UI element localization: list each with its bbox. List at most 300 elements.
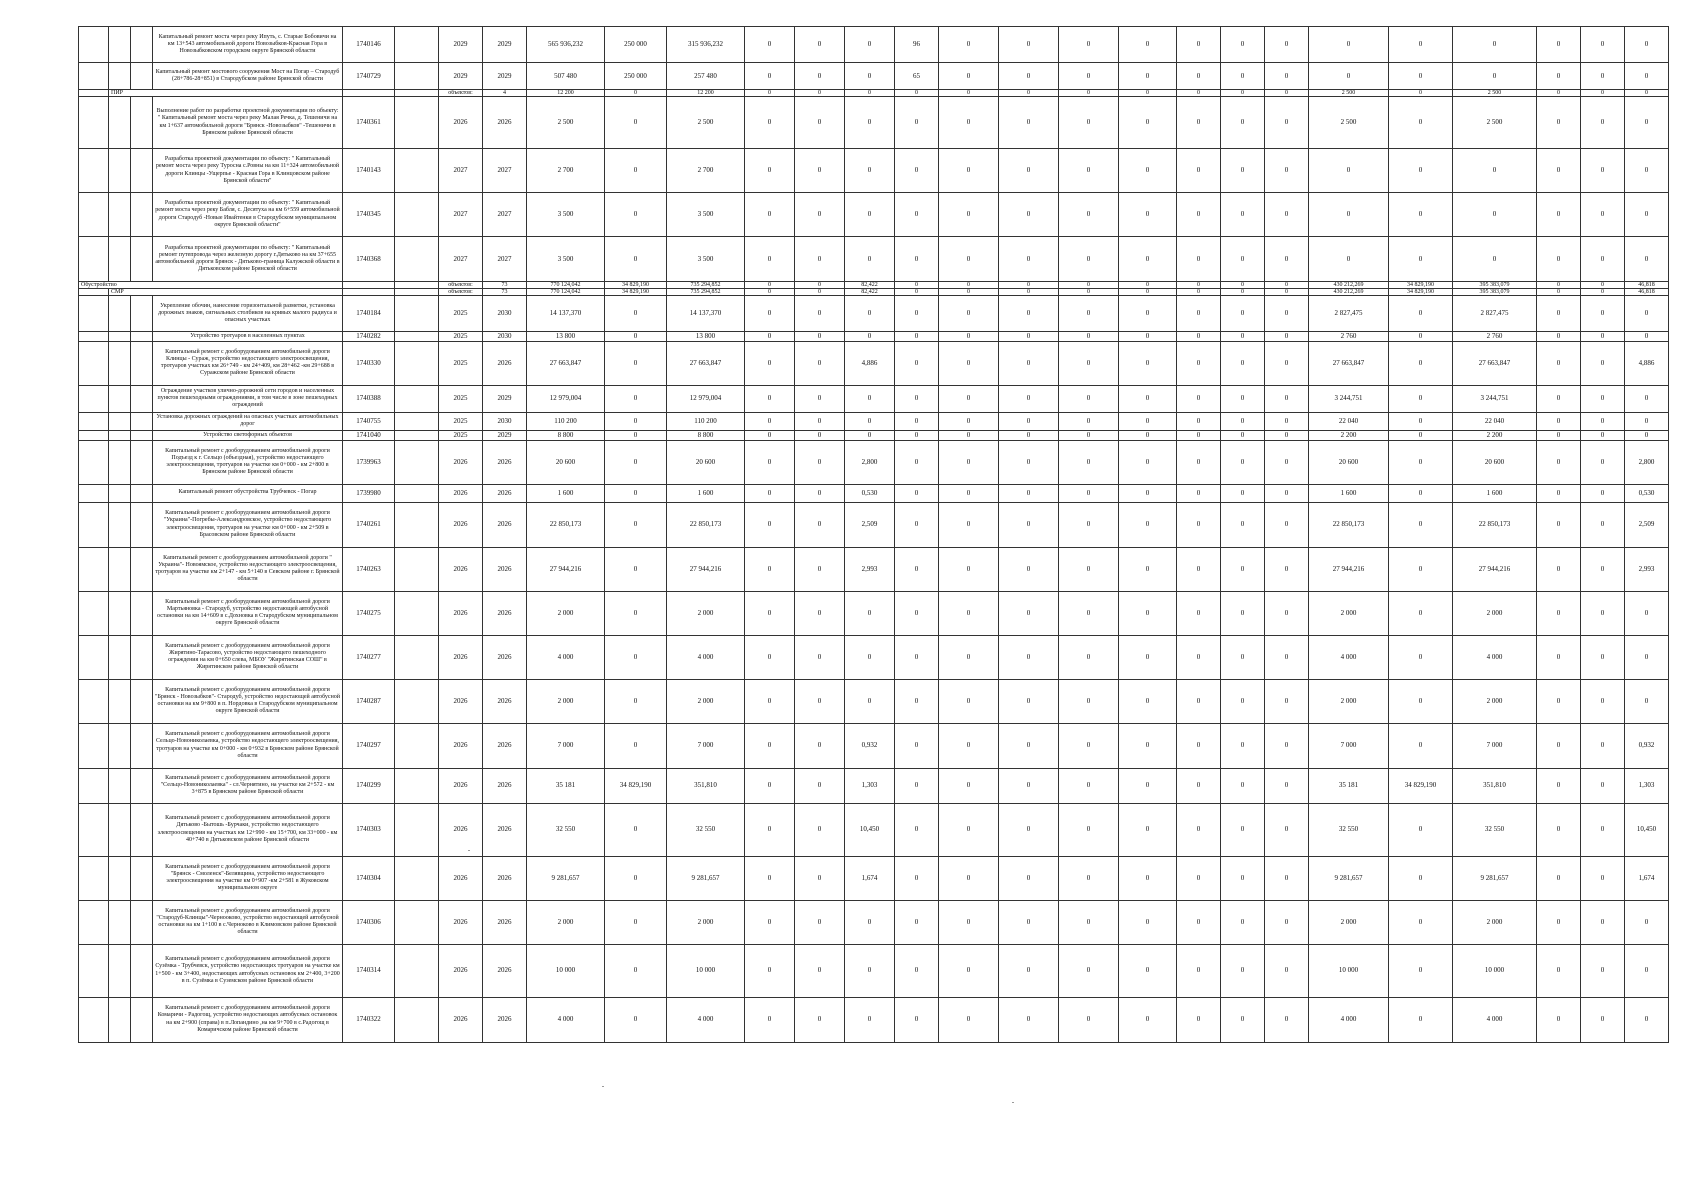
value-cell: 0 bbox=[845, 430, 895, 440]
value-cell: 22 850,173 bbox=[1309, 502, 1389, 547]
value-cell: 10 000 bbox=[527, 944, 605, 997]
value-cell: 0 bbox=[845, 90, 895, 97]
index-cell bbox=[109, 944, 131, 997]
value-cell: 0 bbox=[1059, 430, 1119, 440]
value-cell: 2 000 bbox=[667, 679, 745, 723]
value-cell: 2 200 bbox=[1453, 430, 1537, 440]
index-cell bbox=[109, 768, 131, 803]
value-cell: 0 bbox=[1389, 803, 1453, 856]
value-cell: 0 bbox=[1537, 502, 1581, 547]
object-code-cell: 1740368 bbox=[343, 237, 395, 282]
value-cell: 0 bbox=[795, 484, 845, 502]
value-cell: 0 bbox=[1537, 997, 1581, 1042]
object-name-cell: Укрепление обочин, нанесение горизонтальной разметки, установка дорожных знаков, сигнальных столбиков на кривых малого радиуса и опасных участках bbox=[153, 296, 343, 332]
value-cell: 0 bbox=[845, 679, 895, 723]
index-cell bbox=[131, 440, 153, 484]
index-cell bbox=[131, 768, 153, 803]
value-cell: 2026 bbox=[483, 997, 527, 1042]
index-cell bbox=[109, 430, 131, 440]
value-cell: 0 bbox=[1221, 856, 1265, 900]
blank-cell bbox=[395, 997, 439, 1042]
object-code-cell: 1740299 bbox=[343, 768, 395, 803]
value-cell: 2026 bbox=[439, 679, 483, 723]
index-cell bbox=[109, 547, 131, 591]
value-cell: 0 bbox=[939, 679, 999, 723]
value-cell: 315 936,232 bbox=[667, 27, 745, 63]
value-cell: 32 550 bbox=[667, 803, 745, 856]
value-cell: 0 bbox=[1625, 97, 1669, 149]
subtotal-row bbox=[79, 289, 1669, 296]
value-cell: 0 bbox=[745, 149, 795, 193]
value-cell: 0 bbox=[1581, 723, 1625, 768]
value-cell: 0 bbox=[845, 944, 895, 997]
value-cell: объектов: bbox=[439, 90, 483, 97]
value-cell: 0 bbox=[1177, 440, 1221, 484]
value-cell: 0,530 bbox=[1625, 484, 1669, 502]
value-cell: 0 bbox=[1059, 679, 1119, 723]
value-cell: 0 bbox=[1221, 430, 1265, 440]
value-cell: 0 bbox=[999, 944, 1059, 997]
value-cell: 0 bbox=[605, 332, 667, 342]
value-cell: 2029 bbox=[483, 385, 527, 412]
value-cell: 0 bbox=[1581, 591, 1625, 635]
value-cell: 0 bbox=[1119, 591, 1177, 635]
table-row bbox=[79, 768, 1669, 803]
index-cell bbox=[109, 193, 131, 237]
value-cell: 0 bbox=[795, 296, 845, 332]
object-code-cell: 1740275 bbox=[343, 591, 395, 635]
index-cell bbox=[131, 237, 153, 282]
value-cell: 0 bbox=[1581, 484, 1625, 502]
value-cell: 0 bbox=[1265, 332, 1309, 342]
value-cell: 0 bbox=[1537, 237, 1581, 282]
table-row bbox=[79, 900, 1669, 944]
value-cell: 0 bbox=[1059, 856, 1119, 900]
blank-cell bbox=[395, 723, 439, 768]
value-cell: 0 bbox=[999, 856, 1059, 900]
blank-cell bbox=[395, 97, 439, 149]
object-name-cell: Капитальный ремонт с дооборудованием автомобильной дороги Сельцо-Новониколаевка, устройство недостающего электроосвещения, тротуаров на участке км 0+000 - км 0+932 в Брянском районе Брянской области bbox=[153, 723, 343, 768]
value-cell: 0 bbox=[1537, 332, 1581, 342]
value-cell: 7 000 bbox=[1453, 723, 1537, 768]
value-cell: 0 bbox=[1389, 856, 1453, 900]
value-cell: 0 bbox=[1625, 591, 1669, 635]
value-cell: 0 bbox=[1119, 149, 1177, 193]
value-cell: 0 bbox=[999, 332, 1059, 342]
value-cell: 2 000 bbox=[1309, 900, 1389, 944]
value-cell: 0 bbox=[1309, 237, 1389, 282]
value-cell: 0 bbox=[1221, 63, 1265, 90]
scanned-document-sheet bbox=[78, 26, 1664, 1043]
value-cell: 0 bbox=[845, 412, 895, 430]
value-cell: 0 bbox=[939, 768, 999, 803]
value-cell: 0 bbox=[999, 768, 1059, 803]
value-cell: 0 bbox=[745, 430, 795, 440]
value-cell: 0 bbox=[1059, 289, 1119, 296]
value-cell: 10,450 bbox=[1625, 803, 1669, 856]
value-cell: 1,303 bbox=[1625, 768, 1669, 803]
value-cell: 0 bbox=[1177, 502, 1221, 547]
value-cell: 0 bbox=[1177, 237, 1221, 282]
value-cell: 250 000 bbox=[605, 27, 667, 63]
object-code-cell: 1740314 bbox=[343, 944, 395, 997]
value-cell: 22 850,173 bbox=[527, 502, 605, 547]
index-cell bbox=[109, 591, 131, 635]
value-cell: 27 944,216 bbox=[527, 547, 605, 591]
value-cell: 0 bbox=[895, 997, 939, 1042]
value-cell: 0 bbox=[999, 723, 1059, 768]
value-cell: 0 bbox=[845, 63, 895, 90]
value-cell: 0 bbox=[1059, 27, 1119, 63]
value-cell: 0 bbox=[1581, 289, 1625, 296]
value-cell: 0 bbox=[1581, 90, 1625, 97]
value-cell: 0 bbox=[1537, 430, 1581, 440]
value-cell: 0,530 bbox=[845, 484, 895, 502]
index-cell bbox=[109, 679, 131, 723]
value-cell: 20 600 bbox=[1309, 440, 1389, 484]
value-cell: 0 bbox=[1119, 856, 1177, 900]
value-cell: 0 bbox=[1221, 282, 1265, 289]
value-cell: 0 bbox=[1177, 90, 1221, 97]
value-cell: 0 bbox=[1059, 282, 1119, 289]
value-cell: 7 000 bbox=[527, 723, 605, 768]
object-code-cell bbox=[343, 289, 395, 296]
value-cell: 0 bbox=[845, 296, 895, 332]
value-cell: 3 500 bbox=[527, 193, 605, 237]
value-cell: 0 bbox=[745, 289, 795, 296]
index-cell bbox=[79, 149, 109, 193]
value-cell: 0 bbox=[999, 27, 1059, 63]
value-cell: 4 000 bbox=[667, 997, 745, 1042]
value-cell: 2029 bbox=[439, 63, 483, 90]
value-cell: 0 bbox=[1265, 440, 1309, 484]
value-cell: 0 bbox=[795, 944, 845, 997]
value-cell: 0 bbox=[1221, 90, 1265, 97]
value-cell: 0 bbox=[745, 412, 795, 430]
value-cell: 0 bbox=[1537, 723, 1581, 768]
value-cell: 0 bbox=[795, 679, 845, 723]
object-code-cell: 1740263 bbox=[343, 547, 395, 591]
blank-cell bbox=[395, 856, 439, 900]
value-cell: 110 200 bbox=[667, 412, 745, 430]
value-cell: 0 bbox=[1177, 430, 1221, 440]
index-cell bbox=[109, 296, 131, 332]
value-cell: 0 bbox=[999, 237, 1059, 282]
index-cell bbox=[79, 679, 109, 723]
object-code-cell: 1740277 bbox=[343, 635, 395, 679]
value-cell: 0 bbox=[795, 547, 845, 591]
blank-cell bbox=[395, 282, 439, 289]
index-cell bbox=[131, 385, 153, 412]
value-cell: 0 bbox=[795, 723, 845, 768]
value-cell: 2,509 bbox=[1625, 502, 1669, 547]
value-cell: 0 bbox=[1453, 237, 1537, 282]
value-cell: 0 bbox=[1221, 547, 1265, 591]
index-cell bbox=[131, 900, 153, 944]
value-cell: 0 bbox=[1177, 484, 1221, 502]
value-cell: 0 bbox=[795, 97, 845, 149]
table-row bbox=[79, 149, 1669, 193]
value-cell: 0 bbox=[745, 193, 795, 237]
value-cell: 0 bbox=[1059, 63, 1119, 90]
index-cell bbox=[109, 723, 131, 768]
value-cell: 2029 bbox=[439, 27, 483, 63]
value-cell: 0 bbox=[1059, 341, 1119, 385]
value-cell: 0 bbox=[1581, 440, 1625, 484]
value-cell: 0 bbox=[1389, 997, 1453, 1042]
value-cell: 2026 bbox=[483, 502, 527, 547]
value-cell: 0 bbox=[605, 635, 667, 679]
value-cell: 0 bbox=[1537, 412, 1581, 430]
value-cell: 0 bbox=[999, 341, 1059, 385]
value-cell: 2025 bbox=[439, 296, 483, 332]
value-cell: 2026 bbox=[483, 591, 527, 635]
value-cell: 0 bbox=[1625, 63, 1669, 90]
value-cell: 0 bbox=[605, 944, 667, 997]
value-cell: 0 bbox=[999, 430, 1059, 440]
value-cell: 0 bbox=[1625, 27, 1669, 63]
value-cell: 2,509 bbox=[845, 502, 895, 547]
blank-cell bbox=[395, 440, 439, 484]
value-cell: 0 bbox=[1059, 90, 1119, 97]
value-cell: 0 bbox=[1221, 149, 1265, 193]
value-cell: 0 bbox=[795, 289, 845, 296]
value-cell: 0 bbox=[895, 900, 939, 944]
object-code-cell: 1740755 bbox=[343, 412, 395, 430]
value-cell: 0 bbox=[1221, 635, 1265, 679]
object-name-cell: Капитальный ремонт обустройства Трубчевск - Погар bbox=[153, 484, 343, 502]
value-cell: 0 bbox=[745, 856, 795, 900]
scan-speck bbox=[250, 628, 252, 629]
value-cell: 0 bbox=[999, 296, 1059, 332]
value-cell: 0 bbox=[939, 27, 999, 63]
value-cell: 9 281,657 bbox=[1453, 856, 1537, 900]
value-cell: 1,674 bbox=[1625, 856, 1669, 900]
value-cell: 0 bbox=[845, 900, 895, 944]
value-cell: 4,886 bbox=[1625, 341, 1669, 385]
value-cell: 0 bbox=[1119, 547, 1177, 591]
value-cell: 0 bbox=[605, 997, 667, 1042]
value-cell: 0 bbox=[845, 591, 895, 635]
value-cell: 0 bbox=[1265, 591, 1309, 635]
index-cell bbox=[79, 332, 109, 342]
value-cell: 0 bbox=[1119, 635, 1177, 679]
value-cell: 2 500 bbox=[1453, 90, 1537, 97]
value-cell: 0 bbox=[1581, 900, 1625, 944]
value-cell: 0 bbox=[999, 591, 1059, 635]
value-cell: 2026 bbox=[439, 484, 483, 502]
blank-cell bbox=[395, 193, 439, 237]
value-cell: 12 200 bbox=[527, 90, 605, 97]
value-cell: 0 bbox=[999, 679, 1059, 723]
value-cell: 2026 bbox=[439, 635, 483, 679]
index-cell bbox=[109, 97, 131, 149]
value-cell: 73 bbox=[483, 289, 527, 296]
value-cell: 0 bbox=[895, 768, 939, 803]
value-cell: 0 bbox=[1119, 679, 1177, 723]
value-cell: 0 bbox=[745, 332, 795, 342]
value-cell: 2,800 bbox=[845, 440, 895, 484]
index-cell bbox=[79, 237, 109, 282]
value-cell: 0 bbox=[939, 97, 999, 149]
value-cell: 0 bbox=[1265, 635, 1309, 679]
value-cell: 0 bbox=[1119, 237, 1177, 282]
value-cell: 0 bbox=[1059, 412, 1119, 430]
value-cell: 0 bbox=[1265, 237, 1309, 282]
value-cell: 0 bbox=[1265, 502, 1309, 547]
value-cell: 0 bbox=[1119, 723, 1177, 768]
value-cell: 0 bbox=[1119, 944, 1177, 997]
object-code-cell: 1740388 bbox=[343, 385, 395, 412]
value-cell: 0 bbox=[1625, 385, 1669, 412]
value-cell: 0 bbox=[1625, 997, 1669, 1042]
value-cell: 0 bbox=[1581, 856, 1625, 900]
index-cell bbox=[131, 856, 153, 900]
value-cell: 4 000 bbox=[1309, 997, 1389, 1042]
value-cell: 1,674 bbox=[845, 856, 895, 900]
index-cell bbox=[109, 997, 131, 1042]
value-cell: 0 bbox=[745, 768, 795, 803]
object-name-cell: Капитальный ремонт с дооборудованием автомобильной дороги "Украина"-Погребы-Александровское, устройство недостающего электроосвещения, тротуаров на участке км 0+000 - км 2+509 в Брасовском районе Брянской области bbox=[153, 502, 343, 547]
value-cell: 2029 bbox=[483, 27, 527, 63]
value-cell: 0 bbox=[795, 149, 845, 193]
value-cell: 0 bbox=[1537, 679, 1581, 723]
object-name-cell: Капитальный ремонт с дооборудованием автомобильной дороги "Стародуб-Клинцы"-Чернооково, устройство недостающей автобусной остановки на км 1+100 в с.Черноково в Климовском районе Брянской области bbox=[153, 900, 343, 944]
section-label-cell: ПИР bbox=[109, 90, 343, 97]
object-code-cell: 1740330 bbox=[343, 341, 395, 385]
value-cell: 0 bbox=[1581, 430, 1625, 440]
index-cell bbox=[109, 341, 131, 385]
value-cell: 0 bbox=[1177, 296, 1221, 332]
value-cell: 0 bbox=[895, 547, 939, 591]
value-cell: 0 bbox=[1389, 90, 1453, 97]
value-cell: 0 bbox=[605, 900, 667, 944]
value-cell: 0 bbox=[605, 803, 667, 856]
value-cell: 2029 bbox=[483, 430, 527, 440]
value-cell: 565 936,232 bbox=[527, 27, 605, 63]
value-cell: 0 bbox=[1177, 282, 1221, 289]
object-code-cell: 1740361 bbox=[343, 97, 395, 149]
value-cell: 0 bbox=[1389, 944, 1453, 997]
value-cell: 0 bbox=[999, 97, 1059, 149]
value-cell: 0 bbox=[895, 332, 939, 342]
value-cell: 0 bbox=[795, 803, 845, 856]
value-cell: 32 550 bbox=[1309, 803, 1389, 856]
object-name-cell: Капитальный ремонт с дооборудованием автомобильной дороги Жирятино-Тарасово, устройство недостающего пешеходного ограждения на км 0+650 слева, МБОУ "Жирятинская СОШ" в Жирятинском районе Брянской области bbox=[153, 635, 343, 679]
value-cell: 2025 bbox=[439, 385, 483, 412]
object-name-cell: Капитальный ремонт с дооборудованием автомобильной дороги Комаричи - Радогощ, устройство недостающих автобусных остановок на км 2+900 (справа) в п.Лопандино ,на км 9+700 в с.Радогощ в Комаричском районе Брянской области bbox=[153, 997, 343, 1042]
value-cell: 0 bbox=[1221, 944, 1265, 997]
value-cell: 0 bbox=[1265, 282, 1309, 289]
value-cell: 2026 bbox=[439, 97, 483, 149]
value-cell: 0 bbox=[1265, 723, 1309, 768]
value-cell: 1,303 bbox=[845, 768, 895, 803]
value-cell: 0 bbox=[895, 856, 939, 900]
value-cell: 0 bbox=[1537, 97, 1581, 149]
value-cell: 0 bbox=[895, 90, 939, 97]
value-cell: 0 bbox=[1389, 332, 1453, 342]
value-cell: 0 bbox=[939, 289, 999, 296]
value-cell: 0 bbox=[1265, 679, 1309, 723]
value-cell: 2 000 bbox=[667, 900, 745, 944]
value-cell: 0 bbox=[1177, 332, 1221, 342]
value-cell: 0 bbox=[1265, 341, 1309, 385]
value-cell: 0 bbox=[795, 635, 845, 679]
value-cell: 20 600 bbox=[527, 440, 605, 484]
value-cell: 0 bbox=[1537, 768, 1581, 803]
blank-cell bbox=[395, 679, 439, 723]
value-cell: 0 bbox=[745, 591, 795, 635]
value-cell: 2 760 bbox=[1309, 332, 1389, 342]
value-cell: 0 bbox=[939, 635, 999, 679]
value-cell: 0 bbox=[1581, 193, 1625, 237]
value-cell: 2 500 bbox=[667, 97, 745, 149]
value-cell: 257 480 bbox=[667, 63, 745, 90]
value-cell: 0 bbox=[1059, 97, 1119, 149]
index-cell bbox=[109, 412, 131, 430]
value-cell: 0 bbox=[1265, 385, 1309, 412]
value-cell: 0 bbox=[1537, 944, 1581, 997]
blank-cell bbox=[395, 332, 439, 342]
index-cell bbox=[131, 635, 153, 679]
index-cell bbox=[131, 296, 153, 332]
value-cell: 0 bbox=[605, 237, 667, 282]
value-cell: 34 829,190 bbox=[605, 289, 667, 296]
table-row bbox=[79, 430, 1669, 440]
value-cell: 0 bbox=[999, 90, 1059, 97]
value-cell: 0 bbox=[999, 282, 1059, 289]
value-cell: 2,993 bbox=[1625, 547, 1669, 591]
value-cell: 10,450 bbox=[845, 803, 895, 856]
value-cell: 2 000 bbox=[1453, 900, 1537, 944]
value-cell: 0 bbox=[795, 237, 845, 282]
table-row bbox=[79, 679, 1669, 723]
index-cell bbox=[79, 90, 109, 97]
object-code-cell: 1740729 bbox=[343, 63, 395, 90]
object-code-cell: 1740322 bbox=[343, 997, 395, 1042]
value-cell: 0 bbox=[1625, 900, 1669, 944]
object-name-cell: Капитальный ремонт мостового сооружения Мост на Погар – Стародуб (28+786-28+851) в Стародубском районе Брянской области bbox=[153, 63, 343, 90]
value-cell: 351,810 bbox=[1453, 768, 1537, 803]
object-code-cell bbox=[343, 90, 395, 97]
object-name-cell: Капитальный ремонт с дооборудованием автомобильной дороги "Брянск - Смоленск"-Белявщина, устройство недостающего электроосвещения на участке км 0+907 -км 2+581 в Жуковском муниципальном округе bbox=[153, 856, 343, 900]
value-cell: 0 bbox=[1453, 193, 1537, 237]
value-cell: 0 bbox=[1625, 296, 1669, 332]
index-cell bbox=[79, 856, 109, 900]
value-cell: 0 bbox=[1177, 27, 1221, 63]
index-cell bbox=[79, 635, 109, 679]
index-cell bbox=[109, 635, 131, 679]
object-name-cell: Разработка проектной документации по объекту: " Капитальный ремонт моста через реку Бабля, с. Десятуха на км 6+559 автомобильной дороги Стародуб -Новые Ивайтенки в Стародубском муниципальном округе Брянской области" bbox=[153, 193, 343, 237]
value-cell: 35 181 bbox=[1309, 768, 1389, 803]
value-cell: 2026 bbox=[483, 547, 527, 591]
value-cell: 9 281,657 bbox=[527, 856, 605, 900]
object-name-cell: Капитальный ремонт с дооборудованием автомобильной дороги Сузёмка - Трубчевск, устройство недостающих тротуаров на участке км 1+500 - км 3+400, недостающих автобусных остановок км 2+400, 3+200 в п. Сузёмка в Суземском районе Брянской области bbox=[153, 944, 343, 997]
value-cell: 0 bbox=[795, 63, 845, 90]
value-cell: 0 bbox=[1581, 237, 1625, 282]
value-cell: 1 600 bbox=[527, 484, 605, 502]
value-cell: 2 827,475 bbox=[1309, 296, 1389, 332]
value-cell: 0 bbox=[1581, 944, 1625, 997]
value-cell: 0 bbox=[1389, 341, 1453, 385]
value-cell: 0 bbox=[1221, 484, 1265, 502]
value-cell: 0 bbox=[1265, 944, 1309, 997]
value-cell: 0 bbox=[939, 547, 999, 591]
index-cell bbox=[109, 27, 131, 63]
value-cell: 0 bbox=[1059, 635, 1119, 679]
value-cell: 0 bbox=[845, 27, 895, 63]
blank-cell bbox=[395, 502, 439, 547]
